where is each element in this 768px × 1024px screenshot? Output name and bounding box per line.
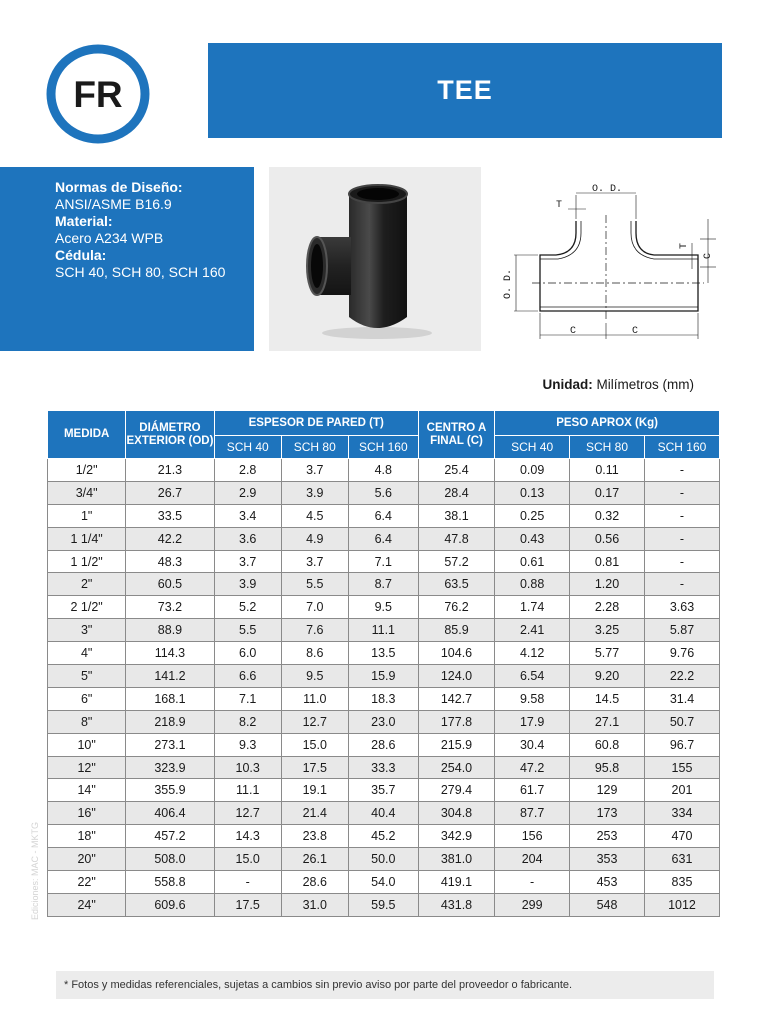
table-row — [48, 527, 720, 550]
table-cell: 7.6 — [281, 619, 348, 642]
table-cell: 0.88 — [495, 573, 570, 596]
table-cell: 0.09 — [495, 459, 570, 482]
table-cell: 129 — [570, 779, 645, 802]
company-logo — [46, 44, 150, 144]
diagram-c-side-label: C — [703, 252, 714, 259]
cedula-label: Cédula: — [55, 247, 107, 263]
table-cell: 17.5 — [281, 756, 348, 779]
table-cell: 3.4 — [214, 504, 281, 527]
table-cell: 2.41 — [495, 619, 570, 642]
table-row — [48, 779, 720, 802]
table-cell: 304.8 — [418, 802, 494, 825]
table-cell: 14" — [48, 779, 126, 802]
material-label: Material: — [55, 213, 113, 229]
table-cell: 4.8 — [348, 459, 418, 482]
table-cell: 10" — [48, 733, 126, 756]
logo-text: FR — [73, 74, 123, 115]
table-cell: 9.76 — [644, 642, 719, 665]
table-cell: 253 — [570, 825, 645, 848]
table-cell: 342.9 — [418, 825, 494, 848]
table-cell: 14.5 — [570, 687, 645, 710]
table-cell: - — [644, 481, 719, 504]
table-cell: 353 — [570, 848, 645, 871]
table-row — [48, 642, 720, 665]
table-row — [48, 848, 720, 871]
table-row — [48, 871, 720, 894]
table-cell: 334 — [644, 802, 719, 825]
table-cell: 35.7 — [348, 779, 418, 802]
table-cell: 5.87 — [644, 619, 719, 642]
table-cell: 23.8 — [281, 825, 348, 848]
table-cell: 20" — [48, 848, 126, 871]
header-sub-peso-sch80: SCH 80 — [570, 436, 645, 459]
table-cell: 21.4 — [281, 802, 348, 825]
header-sub-espesor-sch160: SCH 160 — [348, 436, 418, 459]
table-cell: 9.58 — [495, 687, 570, 710]
table-cell: 50.7 — [644, 710, 719, 733]
table-cell: 3.9 — [281, 481, 348, 504]
table-cell: 40.4 — [348, 802, 418, 825]
table-cell: 26.1 — [281, 848, 348, 871]
table-cell: 9.5 — [348, 596, 418, 619]
table-body — [48, 459, 720, 917]
table-cell: 381.0 — [418, 848, 494, 871]
table-cell: 9.3 — [214, 733, 281, 756]
table-cell: 26.7 — [126, 481, 214, 504]
table-cell: 1012 — [644, 893, 719, 916]
table-cell: 0.81 — [570, 550, 645, 573]
table-cell: 8.7 — [348, 573, 418, 596]
table-cell: 21.3 — [126, 459, 214, 482]
table-cell: 168.1 — [126, 687, 214, 710]
table-cell: 6.4 — [348, 504, 418, 527]
table-cell: 11.1 — [214, 779, 281, 802]
table-cell: 8.2 — [214, 710, 281, 733]
table-cell: 47.2 — [495, 756, 570, 779]
table-cell: 2.9 — [214, 481, 281, 504]
table-cell: 3.7 — [281, 550, 348, 573]
table-cell: 73.2 — [126, 596, 214, 619]
table-cell: 9.20 — [570, 665, 645, 688]
table-cell: 3.7 — [281, 459, 348, 482]
table-cell: 355.9 — [126, 779, 214, 802]
table-cell: 33.3 — [348, 756, 418, 779]
table-row — [48, 710, 720, 733]
diagram-t-side-label: T — [679, 242, 690, 249]
table-cell: 177.8 — [418, 710, 494, 733]
table-cell: 6" — [48, 687, 126, 710]
table-row — [48, 619, 720, 642]
header-diametro: DIÁMETRO EXTERIOR (OD) — [126, 411, 214, 459]
table-cell: 141.2 — [126, 665, 214, 688]
material-value: Acero A234 WPB — [55, 230, 164, 246]
table-cell: 508.0 — [126, 848, 214, 871]
table-cell: 204 — [495, 848, 570, 871]
table-cell: 15.9 — [348, 665, 418, 688]
cedula-value: SCH 40, SCH 80, SCH 160 — [55, 264, 226, 280]
table-cell: 156 — [495, 825, 570, 848]
table-cell: 419.1 — [418, 871, 494, 894]
table-cell: 0.32 — [570, 504, 645, 527]
table-cell: 22" — [48, 871, 126, 894]
table-cell: 18" — [48, 825, 126, 848]
table-cell: 24" — [48, 893, 126, 916]
header-sub-peso-sch40: SCH 40 — [495, 436, 570, 459]
table-cell: 33.5 — [126, 504, 214, 527]
unit-line — [542, 377, 694, 392]
table-cell: 0.13 — [495, 481, 570, 504]
table-cell: - — [644, 573, 719, 596]
footnote: * Fotos y medidas referenciales, sujetas a cambios sin previo aviso por parte del proveedor o fabricante. — [56, 971, 714, 999]
table-cell: 3/4" — [48, 481, 126, 504]
dimensions-table — [47, 410, 720, 917]
table-cell: 6.0 — [214, 642, 281, 665]
table-cell: 142.7 — [418, 687, 494, 710]
page-title: TEE — [437, 75, 493, 105]
table-cell: 0.11 — [570, 459, 645, 482]
edition-watermark: Ediciones: MAC - MKTG — [30, 821, 40, 920]
table-row — [48, 550, 720, 573]
table-cell: 323.9 — [126, 756, 214, 779]
unit-label: Unidad: — [542, 377, 593, 392]
header-sub-espesor-sch40: SCH 40 — [214, 436, 281, 459]
table-cell: 155 — [644, 756, 719, 779]
table-cell: 7.0 — [281, 596, 348, 619]
table-cell: 2" — [48, 573, 126, 596]
table-cell: 470 — [644, 825, 719, 848]
table-cell: 173 — [570, 802, 645, 825]
table-cell: 0.25 — [495, 504, 570, 527]
table-cell: 835 — [644, 871, 719, 894]
table-cell: 1" — [48, 504, 126, 527]
table-cell: 1/2" — [48, 459, 126, 482]
table-cell: 38.1 — [418, 504, 494, 527]
table-cell: 63.5 — [418, 573, 494, 596]
table-cell: 12.7 — [214, 802, 281, 825]
table-cell: 19.1 — [281, 779, 348, 802]
table-cell: 5.77 — [570, 642, 645, 665]
table-row — [48, 893, 720, 916]
table-cell: 61.7 — [495, 779, 570, 802]
table-row — [48, 481, 720, 504]
table-row — [48, 459, 720, 482]
header-peso: PESO APROX (Kg) — [495, 411, 720, 436]
table-cell: 4.9 — [281, 527, 348, 550]
table-cell: 0.17 — [570, 481, 645, 504]
table-cell: 59.5 — [348, 893, 418, 916]
table-cell: 50.0 — [348, 848, 418, 871]
table-cell: 431.8 — [418, 893, 494, 916]
table-cell: - — [495, 871, 570, 894]
table-cell: 609.6 — [126, 893, 214, 916]
header-sub-espesor-sch80: SCH 80 — [281, 436, 348, 459]
normas-label: Normas de Diseño: — [55, 179, 183, 195]
table-cell: 631 — [644, 848, 719, 871]
table-cell: 28.6 — [348, 733, 418, 756]
table-cell: 5.2 — [214, 596, 281, 619]
table-cell: 4" — [48, 642, 126, 665]
table-cell: 104.6 — [418, 642, 494, 665]
diagram-od-side-label: O. D. — [503, 268, 514, 299]
table-cell: 3.7 — [214, 550, 281, 573]
table-cell: 114.3 — [126, 642, 214, 665]
table-cell: 9.5 — [281, 665, 348, 688]
table-cell: 457.2 — [126, 825, 214, 848]
table-cell: 57.2 — [418, 550, 494, 573]
tee-dimension-diagram — [488, 175, 720, 345]
table-cell: 254.0 — [418, 756, 494, 779]
table-cell: 1 1/4" — [48, 527, 126, 550]
table-cell: 453 — [570, 871, 645, 894]
table-row — [48, 687, 720, 710]
table-cell: - — [644, 550, 719, 573]
table-cell: 12" — [48, 756, 126, 779]
table-cell: 1.74 — [495, 596, 570, 619]
table-row — [48, 825, 720, 848]
table-cell: 4.5 — [281, 504, 348, 527]
table-cell: 54.0 — [348, 871, 418, 894]
table-cell: 5" — [48, 665, 126, 688]
product-photo — [269, 167, 481, 351]
table-cell: 16" — [48, 802, 126, 825]
table-cell: 87.7 — [495, 802, 570, 825]
table-cell: 5.5 — [281, 573, 348, 596]
table-cell: 0.43 — [495, 527, 570, 550]
table-cell: 1 1/2" — [48, 550, 126, 573]
table-cell: 3.25 — [570, 619, 645, 642]
table-cell: 0.61 — [495, 550, 570, 573]
table-cell: 273.1 — [126, 733, 214, 756]
table-cell: 3.63 — [644, 596, 719, 619]
table-cell: 42.2 — [126, 527, 214, 550]
table-cell: 7.1 — [214, 687, 281, 710]
table-cell: 11.1 — [348, 619, 418, 642]
spec-info-panel — [0, 167, 254, 351]
title-banner — [208, 43, 722, 138]
table-cell: 47.8 — [418, 527, 494, 550]
table-row — [48, 504, 720, 527]
table-cell: - — [644, 459, 719, 482]
table-row — [48, 596, 720, 619]
table-cell: 7.1 — [348, 550, 418, 573]
table-cell: 1.20 — [570, 573, 645, 596]
table-cell: 11.0 — [281, 687, 348, 710]
diagram-od-top-label: O. D. — [592, 184, 623, 195]
table-cell: 215.9 — [418, 733, 494, 756]
table-cell: 10.3 — [214, 756, 281, 779]
diagram-c-bottom-right-label: C — [632, 326, 639, 337]
table-cell: 3.6 — [214, 527, 281, 550]
table-cell: 45.2 — [348, 825, 418, 848]
unit-value: Milímetros (mm) — [596, 377, 694, 392]
table-cell: 3" — [48, 619, 126, 642]
diagram-t-top-label: T — [556, 200, 563, 211]
header-centro: CENTRO A FINAL (C) — [418, 411, 494, 459]
table-cell: 0.56 — [570, 527, 645, 550]
table-cell: 17.9 — [495, 710, 570, 733]
table-cell: 299 — [495, 893, 570, 916]
tee-fitting-image — [269, 167, 481, 351]
table-cell: 13.5 — [348, 642, 418, 665]
table-cell: 2.28 — [570, 596, 645, 619]
table-cell: 12.7 — [281, 710, 348, 733]
table-cell: 15.0 — [214, 848, 281, 871]
table-cell: 406.4 — [126, 802, 214, 825]
table-cell: 15.0 — [281, 733, 348, 756]
table-cell: 218.9 — [126, 710, 214, 733]
table-cell: 22.2 — [644, 665, 719, 688]
table-cell: 4.12 — [495, 642, 570, 665]
table-cell: 76.2 — [418, 596, 494, 619]
table-cell: 28.4 — [418, 481, 494, 504]
table-cell: 30.4 — [495, 733, 570, 756]
table-cell: 2 1/2" — [48, 596, 126, 619]
table-cell: 8.6 — [281, 642, 348, 665]
table-cell: 60.5 — [126, 573, 214, 596]
table-cell: 2.8 — [214, 459, 281, 482]
table-cell: 6.54 — [495, 665, 570, 688]
table-cell: 31.0 — [281, 893, 348, 916]
table-cell: 6.6 — [214, 665, 281, 688]
table-cell: 124.0 — [418, 665, 494, 688]
table-row — [48, 733, 720, 756]
header-sub-peso-sch160: SCH 160 — [644, 436, 719, 459]
normas-value: ANSI/ASME B16.9 — [55, 196, 172, 212]
table-cell: 5.5 — [214, 619, 281, 642]
table-row — [48, 573, 720, 596]
table-cell: 85.9 — [418, 619, 494, 642]
table-cell: 60.8 — [570, 733, 645, 756]
table-cell: - — [644, 504, 719, 527]
table-cell: 558.8 — [126, 871, 214, 894]
table-cell: 88.9 — [126, 619, 214, 642]
table-row — [48, 756, 720, 779]
table-cell: 96.7 — [644, 733, 719, 756]
header-espesor: ESPESOR DE PARED (T) — [214, 411, 418, 436]
table-cell: 14.3 — [214, 825, 281, 848]
table-cell: - — [214, 871, 281, 894]
table-cell: 31.4 — [644, 687, 719, 710]
table-row — [48, 802, 720, 825]
table-cell: 279.4 — [418, 779, 494, 802]
table-cell: 18.3 — [348, 687, 418, 710]
table-cell: 17.5 — [214, 893, 281, 916]
table-cell: 5.6 — [348, 481, 418, 504]
table-cell: 548 — [570, 893, 645, 916]
table-cell: 8" — [48, 710, 126, 733]
table-cell: 25.4 — [418, 459, 494, 482]
table-cell: 3.9 — [214, 573, 281, 596]
table-cell: 201 — [644, 779, 719, 802]
header-medida: MEDIDA — [48, 411, 126, 459]
table-row — [48, 665, 720, 688]
table-cell: 95.8 — [570, 756, 645, 779]
table-cell: 6.4 — [348, 527, 418, 550]
diagram-c-bottom-left-label: C — [570, 326, 577, 337]
table-cell: - — [644, 527, 719, 550]
table-cell: 27.1 — [570, 710, 645, 733]
table-cell: 28.6 — [281, 871, 348, 894]
table-cell: 23.0 — [348, 710, 418, 733]
table-cell: 48.3 — [126, 550, 214, 573]
